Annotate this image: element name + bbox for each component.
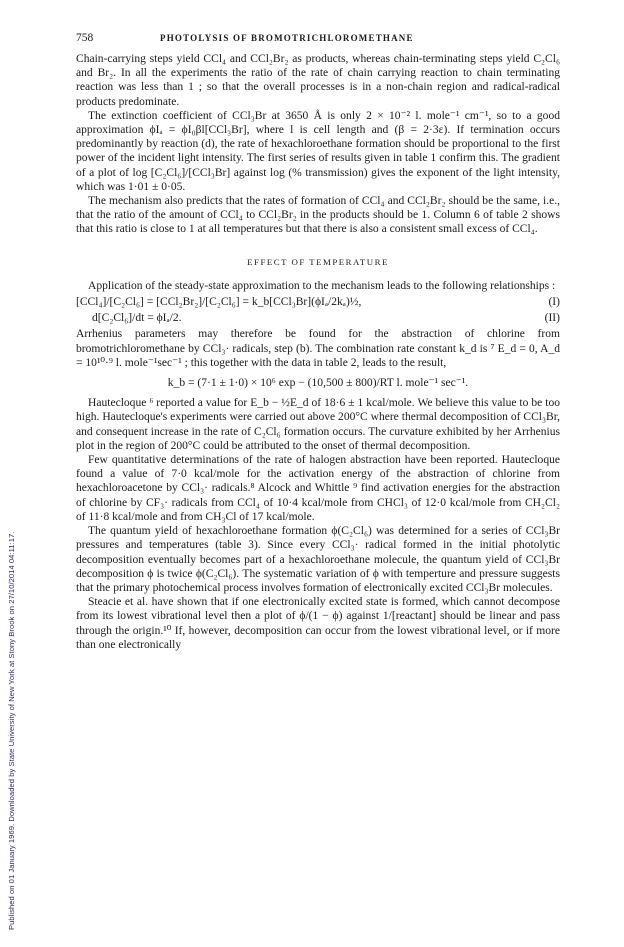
paragraph-arrhenius: Arrhenius parameters may therefore be found for the abstraction of chlorine from bromotrichloromethane by CCl₃· radicals, step (b). The combination rate constant k_d is ⁷ E_d = 0, A_d = 10¹⁰·⁹ l. mole⁻¹sec⁻¹ ; this together with the data in table 2, leads to the result, <box>76 328 560 369</box>
section-heading: EFFECT OF TEMPERATURE <box>247 256 389 267</box>
paragraph-chain-steps: Chain-carrying steps yield CCl₄ and CCl₂Br₂ as products, whereas chain-terminating steps yield C₂Cl₆ and Br₂. In all the experiments the ratio of the rate of chain carrying reaction to chain terminating reaction was less than 1 ; so that the overall processes is in a non-chain region and radical-radical products predominate. <box>76 53 560 108</box>
paragraph-mechanism: The mechanism also predicts that the rates of formation of CCl₄ and CCl₂Br₂ should be the same, i.e., that the ratio of the amount of CCl₄ to CCl₂Br₂ in the products should be 1. Column 6 of table 2 shows that this ratio is close to 1 at all temperatures but that there is also a consistent small excess of CCl₄. <box>76 195 560 236</box>
equation-1-number: (I) <box>548 296 560 309</box>
result-equation: k_b = (7·1 ± 1·0) × 10⁶ exp − (10,500 ± 800)/RT l. mole⁻¹ sec⁻¹. <box>167 377 469 390</box>
equation-2 <box>76 311 560 325</box>
download-watermark-text: Published on 01 January 1969. Downloaded by State University of New York at Stony Brook on 27/10/2014 04:11:17. <box>7 531 16 930</box>
equation-1-body: [CCl₄]/[C₂Cl₆] = [CCl₂Br₂]/[C₂Cl₆] = k_b[CCl₃Br](ϕIₐ/2kₐ)½, <box>76 296 362 309</box>
paragraph-abstraction: Few quantitative determinations of the rate of halogen abstraction have been reported. Hautecloque found a value of 7·0 kcal/mole for the activation energy of the abstraction of chlorine from hexachloroacetone by CCl₃· radicals.⁸ Alcock and Whittle ⁹ find activation energies for the abstraction of chlorine by CF₃· radicals from CCl₄ of 10·4 kcal/mole from CHCl₃ of 12·0 kcal/mole from CH₂Cl₂ of 11·8 kcal/mole and from CH₃Cl of 17 kcal/mole. <box>76 454 560 523</box>
running-head <box>76 32 560 46</box>
equation-2-number: (II) <box>544 312 560 325</box>
paragraph-intro: Application of the steady-state approximation to the mechanism leads to the following relationships : <box>88 279 556 292</box>
paragraph-hautecloque: Hautecloque ⁶ reported a value for E_b − ½E_d of 18·6 ± 1 kcal/mole. We believe this value to be too high. Hautecloque's experiments were carried out above 200°C where thermal decomposition of CCl₃Br, and consequent increase in the rate of C₂Cl₆ formation occurs. The curvature exhibited by her Arrhenius plot in the region of 200°C could be attributed to the onset of thermal decomposition. <box>76 397 560 452</box>
paragraph-extinction: The extinction coefficient of CCl₃Br at 3650 Å is only 2 × 10⁻² l. mole⁻¹ cm⁻¹, so to a good approximation ϕIₐ = ϕI₀βl[CCl₃Br], where l is cell length and (β = 2·3ε). If termination occurs predominantly by reaction (d), the rate of hexachloroethane formation should be proportional to the first power of the incident light intensity. The first series of results given in table 1 confirm this. The gradient of a plot of log [C₂Cl₆]/[CCl₃Br] against log (% transmission) gives the exponent of the light intensity, which was 1·01 ± 0·05. <box>76 109 560 193</box>
paragraph-quantum-yield: The quantum yield of hexachloroethane formation ϕ(C₂Cl₆) was determined for a series of CCl₃Br pressures and temperatures (table 3). Since every CCl₃· radical formed in the initial photolytic decomposition eventually becomes part of a hexachloroethane molecule, the quantum yield of CCl₃Br decomposition ϕ is twice ϕ(C₂Cl₆). The systematic variation of ϕ with temperture and pressure suggests that the primary photochemical process involves formation of electronically excited CCl₃Br molecules. <box>76 525 560 594</box>
equation-2-body: d[C₂Cl₆]/dt = ϕIₐ/2. <box>92 312 182 325</box>
running-title: PHOTOLYSIS OF BROMOTRICHLOROMETHANE <box>160 33 414 43</box>
equation-1 <box>76 295 560 309</box>
paragraph-steacie: Steacie et al. have shown that if one electronically excited state is formed, which cannot decompose from its lowest vibrational level then a plot of ϕ/(1 − ϕ) against 1/[reactant] should be linear and pass through the origin.¹⁰ If, however, decomposition can occur from the lowest vibrational level, or if more than one electronically <box>76 596 560 651</box>
article-body <box>76 52 560 652</box>
download-watermark <box>4 70 16 930</box>
page-number: 758 <box>76 32 94 44</box>
